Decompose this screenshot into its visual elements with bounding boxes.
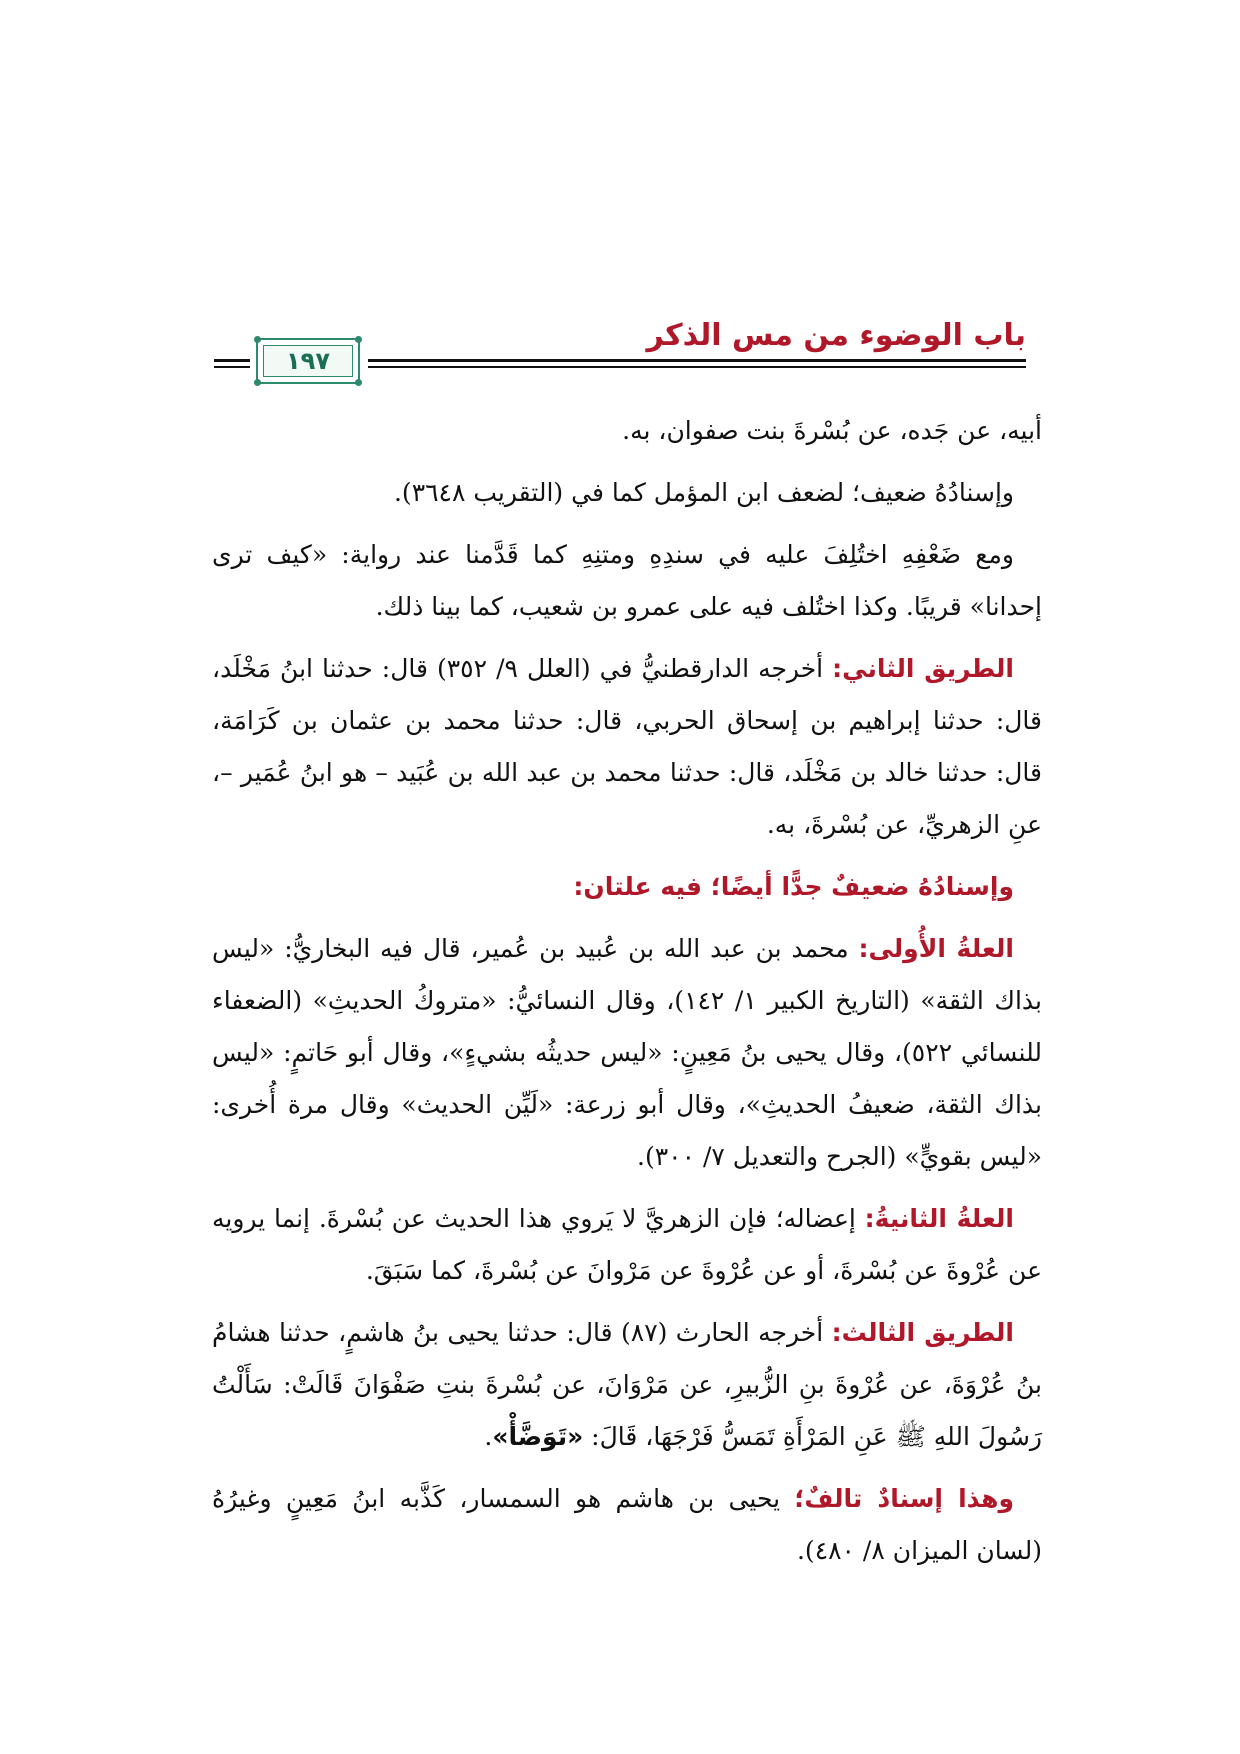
page-body (212, 405, 1042, 1587)
page-number-badge (256, 338, 360, 384)
section-lead: الطريق الثاني: (832, 654, 1014, 683)
paragraph: وهذا إسنادٌ تالفٌ؛ يحيى بن هاشم هو السمسار، كَذَّبه ابنُ مَعِينٍ وغيرُهُ (لسان الميزان ٨/ ٤٨٠). (212, 1484, 1042, 1565)
chapter-title: باب الوضوء من مس الذكر (646, 318, 1026, 353)
paragraph: الطريق الثاني: أخرجه الدارقطنيُّ في (العلل ٩/ ٣٥٢) قال: حدثنا ابنُ مَخْلَد، قال: حدثنا إبراهيم بن إسحاق الحربي، قال: حدثنا محمد بن عثمان بن كَرَامَة، قال: حدثنا خالد بن مَخْلَد، قال: حدثنا محمد بن عبد الله بن عُبَيد – هو ابنُ عُمَير –، عنِ الزهريِّ، عن بُسْرةَ، به. (212, 654, 1042, 839)
page-number: ١٩٧ (263, 345, 353, 377)
paragraph: وإسنادُهُ ضعيف؛ لضعف ابن المؤمل كما في (التقريب ٣٦٤٨). (393, 478, 1014, 507)
header-rule-left (214, 359, 250, 362)
section-heading: وإسنادُهُ ضعيفٌ جدًّا أيضًا؛ فيه علتان: (573, 872, 1014, 901)
paragraph: الطريق الثالث: أخرجه الحارث (٨٧) قال: حدثنا يحيى بنُ هاشمٍ، حدثنا هشامُ بنُ عُرْوَةَ، عن عُرْوةَ بنِ الزُّبيرِ، عن مَرْوَانَ، عن بُسْرةَ بنتِ صَفْوَانَ قَالَتْ: سَأَلْتُ رَسُولَ اللهِ ﷺ عَنِ المَرْأَةِ تَمَسُّ فَرْجَهَا، قَالَ: «تَوَضَّأْ». (212, 1318, 1042, 1451)
paragraph: ومع ضَعْفِهِ اختُلِفَ عليه في سندِهِ ومتنِهِ كما قَدَّمنا عند رواية: «كيف ترى إحدانا» قريبًا. وكذا اختُلف فيه على عمرو بن شعيب، كما بينا ذلك. (212, 540, 1042, 621)
header-rule-right (368, 359, 1026, 362)
hadith-quote: «تَوَضَّأْ» (492, 1422, 584, 1451)
paragraph: العلةُ الأُولى: محمد بن عبد الله بن عُبيد بن عُمير، قال فيه البخاريُّ: «ليس بذاك الثقة» (التاريخ الكبير ١/ ١٤٢)، وقال النسائيُّ: «متروكُ الحديثِ» (الضعفاء للنسائي ٥٢٢)، وقال يحيى بنُ مَعِينٍ: «ليس حديثُه بشيءٍ»، وقال أبو حَاتمٍ: «ليس بذاك الثقة، ضعيفُ الحديثِ»، وقال أبو زرعة: «لَيِّن الحديث» وقال مرة أُخرى: «ليس بقويٍّ» (الجرح والتعديل ٧/ ٣٠٠). (212, 934, 1042, 1171)
section-lead: وهذا إسنادٌ تالفٌ؛ (794, 1484, 1014, 1513)
section-lead: العلةُ الأُولى: (858, 934, 1014, 963)
section-lead: العلةُ الثانيةُ: (864, 1204, 1015, 1233)
paragraph: أبيه، عن جَده، عن بُسْرةَ بنت صفوان، به. (622, 416, 1042, 445)
paragraph: العلةُ الثانيةُ: إعضاله؛ فإن الزهريَّ لا يَروي هذا الحديث عن بُسْرةَ. إنما يرويه عن عُرْوةَ عن بُسْرةَ، أو عن عُرْوةَ عن مَرْوانَ عن بُسْرةَ، كما سَبَقَ. (212, 1204, 1042, 1285)
header-rule-left-thin (214, 366, 250, 368)
header-rule-right-thin (368, 366, 1026, 368)
section-lead: الطريق الثالث: (831, 1318, 1014, 1347)
page-header (0, 300, 1240, 390)
